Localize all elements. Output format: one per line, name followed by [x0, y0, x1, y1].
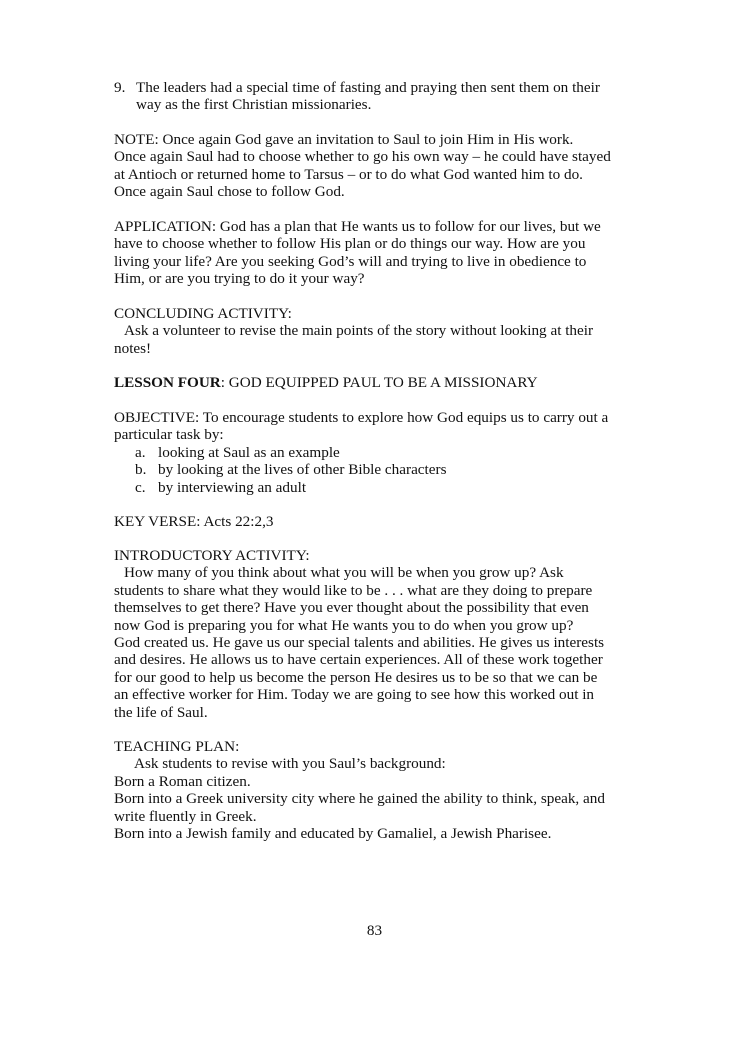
item-9-line-1: The leaders had a special time of fasting and praying then sent them on their — [136, 79, 600, 96]
application-line: living your life? Are you seeking God’s will and trying to live in obedience to — [114, 252, 587, 270]
list-text: by interviewing an adult — [158, 478, 307, 496]
list-marker: a. — [135, 444, 146, 461]
introductory-line: and desires. He allows us to have certain experiences. All of these work together — [114, 651, 603, 669]
introductory-line: the life of Saul. — [114, 703, 208, 721]
note-line: Once again Saul chose to follow God. — [114, 183, 345, 201]
note-paragraph — [114, 131, 614, 201]
list-marker: c. — [135, 478, 146, 496]
teaching-line: write fluently in Greek. — [114, 807, 257, 825]
lesson-heading — [114, 374, 614, 391]
note-line: Once again Saul had to choose whether to go his own way – he could have stayed — [114, 148, 611, 166]
introductory-line: God created us. He gave us our special talents and abilities. He gives us interests — [114, 634, 605, 652]
item-9-line-2: way as the first Christian missionaries. — [136, 96, 372, 114]
teaching-line: Born a Roman citizen. — [114, 772, 251, 790]
introductory-line: themselves to get there? Have you ever thought about the possibility that even — [114, 599, 589, 617]
teaching-plan-section — [114, 738, 614, 842]
application-paragraph — [114, 218, 614, 288]
introductory-line: now God is preparing you for what He wants you to do when you grow up? — [114, 616, 574, 634]
introductory-line: How many of you think about what you will be when you grow up? Ask — [124, 564, 564, 582]
application-line: Him, or are you trying to do it your way? — [114, 270, 365, 288]
item-number: 9. — [114, 79, 126, 96]
note-line: NOTE: Once again God gave an invitation to Saul to join Him in His work. — [114, 131, 574, 148]
concluding-activity-section — [114, 305, 614, 357]
key-verse-text: KEY VERSE: Acts 22:2,3 — [114, 513, 274, 530]
concluding-line: Ask a volunteer to revise the main points of the story without looking at their — [124, 322, 594, 340]
list-item — [135, 479, 595, 496]
teaching-line: Born into a Jewish family and educated by Gamaliel, a Jewish Pharisee. — [114, 825, 552, 843]
introductory-line: for our good to help us become the person He desires us to be so that we can be — [114, 668, 598, 686]
introductory-heading: INTRODUCTORY ACTIVITY: — [114, 547, 310, 564]
introductory-activity-section — [114, 547, 614, 721]
application-line: have to choose whether to follow His plan or do things our way. How are you — [114, 235, 586, 253]
introductory-line: an effective worker for Him. Today we are going to see how this worked out in — [114, 686, 595, 704]
concluding-heading: CONCLUDING ACTIVITY: — [114, 305, 292, 322]
list-text: by looking at the lives of other Bible characters — [158, 461, 447, 479]
key-verse — [114, 513, 614, 530]
introductory-line: students to share what they would like to be . . . what are they doing to prepare — [114, 581, 593, 599]
objective-list — [135, 444, 595, 496]
list-item — [135, 461, 595, 478]
page-number: 83 — [366, 922, 383, 939]
list-item — [135, 444, 595, 461]
lesson-label: LESSON FOUR — [114, 374, 221, 391]
objective-line: particular task by: — [114, 426, 224, 444]
concluding-line: notes! — [114, 339, 152, 357]
teaching-line: Born into a Greek university city where he gained the ability to think, speak, and — [114, 790, 605, 808]
teaching-line: Ask students to revise with you Saul’s background: — [134, 755, 446, 773]
list-marker: b. — [135, 461, 147, 479]
note-line: at Antioch or returned home to Tarsus – or to do what God wanted him to do. — [114, 165, 583, 183]
list-text: looking at Saul as an example — [158, 444, 340, 461]
lesson-title: : GOD EQUIPPED PAUL TO BE A MISSIONARY — [220, 374, 538, 391]
objective-paragraph — [114, 409, 614, 444]
objective-line: OBJECTIVE: To encourage students to explore how God equips us to carry out a — [114, 409, 609, 426]
teaching-heading: TEACHING PLAN: — [114, 738, 240, 755]
application-line: APPLICATION: God has a plan that He wants us to follow for our lives, but we — [114, 218, 601, 235]
